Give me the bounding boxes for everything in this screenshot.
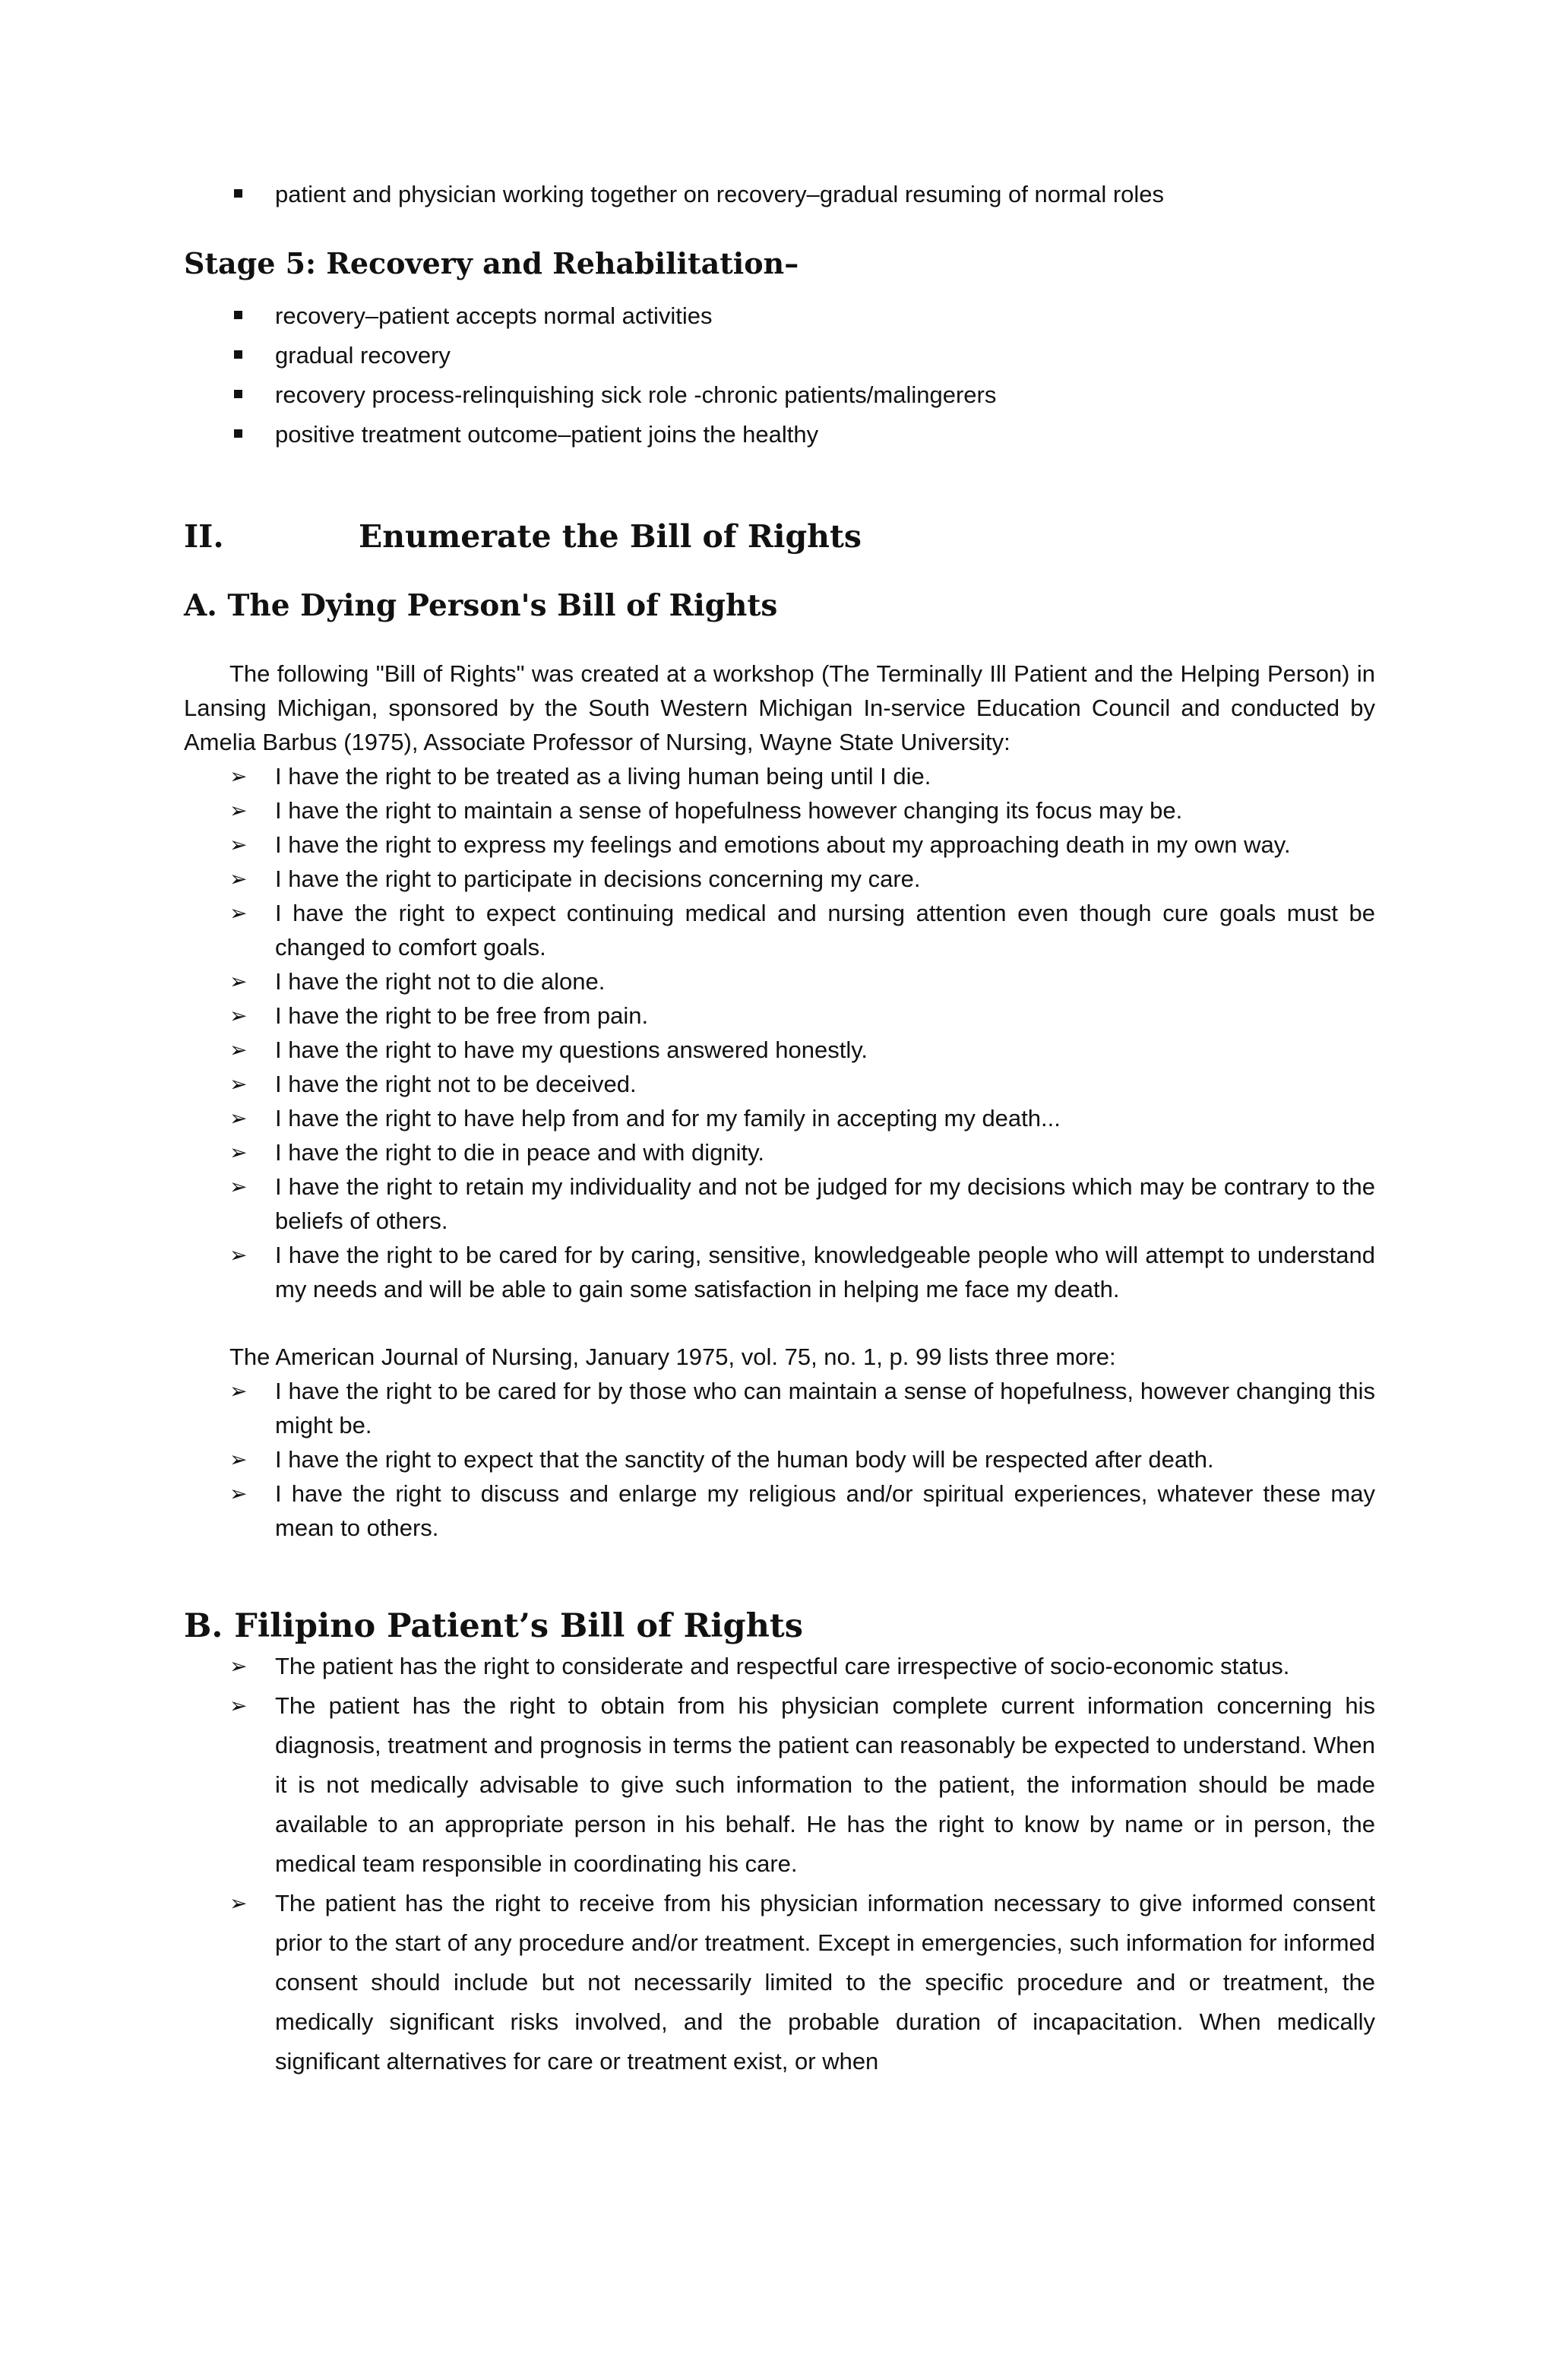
arrow-bullet-icon: ➢: [229, 1106, 248, 1131]
list-item: [184, 759, 1375, 793]
list-item-text: I have the right to be free from pain.: [275, 1002, 649, 1029]
square-bullet-icon: [234, 429, 242, 438]
list-item: [184, 964, 1375, 999]
arrow-bullet-icon: ➢: [229, 832, 248, 857]
list-item-text: I have the right not to die alone.: [275, 968, 606, 995]
list-item: [184, 896, 1375, 964]
list-item: [184, 1374, 1375, 1442]
list-item: [184, 1169, 1375, 1238]
list-item-text: I have the right to discuss and enlarge my religious and/or spiritual experiences, whatever these may mean to others.: [275, 1480, 1375, 1541]
list-item: [184, 296, 1375, 336]
list-item: [184, 999, 1375, 1033]
list-item-text: gradual recovery: [275, 342, 451, 369]
list-item: [184, 1238, 1375, 1306]
arrow-bullet-icon: ➢: [229, 1447, 248, 1472]
list-item: [184, 375, 1375, 415]
arrow-bullet-icon: ➢: [229, 1378, 248, 1404]
arrow-bullet-icon: ➢: [229, 969, 248, 994]
list-item: [184, 336, 1375, 375]
filipino-rights-list: [184, 1647, 1375, 2081]
list-item: [184, 793, 1375, 828]
list-item-text: I have the right to be cared for by those who can maintain a sense of hopefulness, however changing this might be.: [275, 1378, 1375, 1438]
list-item: [184, 1067, 1375, 1101]
square-bullet-icon: [234, 189, 242, 198]
list-item-text: I have the right not to be deceived.: [275, 1071, 637, 1097]
list-item-text: The patient has the right to receive from his physician information necessary to give informed consent prior to the start of any procedure and/or treatment. Except in emergencies, such information for informed consent should include but not necessarily limited to the specific procedure and or treatment, the medically significant risks involved, and the probable duration of incapacitation. When medically significant alternatives for care or treatment exist, or when: [275, 1890, 1375, 2075]
list-item-text: I have the right to have help from and for my family in accepting my death...: [275, 1105, 1061, 1131]
list-item-text: The patient has the right to obtain from his physician complete current information concerning his diagnosis, treatment and prognosis in terms the patient can reasonably be expected to understand. When it is not medically advisable to give such information to the patient, the information should be made available to an appropriate person in his behalf. He has the right to know by name or in person, the medical team responsible in coordinating his care.: [275, 1692, 1375, 1877]
stage5-list: [184, 296, 1375, 454]
arrow-bullet-icon: ➢: [229, 1693, 248, 1718]
document-page: [184, 175, 1375, 2081]
arrow-bullet-icon: ➢: [229, 866, 248, 891]
list-item-text: I have the right to maintain a sense of hopefulness however changing its focus may be.: [275, 797, 1183, 824]
list-item: [184, 1442, 1375, 1476]
section-number: II.: [184, 518, 224, 555]
arrow-bullet-icon: ➢: [229, 1071, 248, 1097]
arrow-bullet-icon: ➢: [229, 764, 248, 789]
list-item: [184, 828, 1375, 862]
list-item-text: The patient has the right to considerate and respectful care irrespective of socio-economic status.: [275, 1653, 1290, 1679]
list-item-text: recovery process-relinquishing sick role -chronic patients/malingerers: [275, 381, 997, 408]
list-item: [184, 1476, 1375, 1545]
section-title: Enumerate the Bill of Rights: [359, 518, 862, 555]
arrow-bullet-icon: ➢: [229, 1242, 248, 1268]
list-item: [184, 175, 1375, 214]
list-item-text: I have the right to have my questions answered honestly.: [275, 1037, 868, 1063]
dying-rights-list: [184, 759, 1375, 1306]
list-item: [184, 1135, 1375, 1169]
top-bullet-list: [184, 175, 1375, 214]
list-item-text: I have the right to die in peace and with dignity.: [275, 1139, 764, 1166]
dying-heading: A. The Dying Person's Bill of Rights: [184, 588, 778, 623]
list-item-text: I have the right to participate in decisions concerning my care.: [275, 866, 921, 892]
filipino-heading: B. Filipino Patient’s Bill of Rights: [184, 1607, 803, 1645]
list-item-text: I have the right to express my feelings and emotions about my approaching death in my own way.: [275, 831, 1291, 858]
list-item-text: I have the right to expect that the sanctity of the human body will be respected after death.: [275, 1446, 1214, 1473]
list-item: [184, 1686, 1375, 1884]
section-heading: [184, 515, 1375, 558]
list-item: [184, 1101, 1375, 1135]
stage5-heading: Stage 5: Recovery and Rehabilitation–: [184, 246, 799, 280]
list-item: [184, 1033, 1375, 1067]
list-item: [184, 1884, 1375, 2081]
list-item-text: I have the right to expect continuing medical and nursing attention even though cure goals must be changed to comfort goals.: [275, 900, 1375, 961]
list-item-text: I have the right to be cared for by caring, sensitive, knowledgeable people who will attempt to understand my needs and will be able to gain some satisfaction in helping me face my death.: [275, 1242, 1375, 1302]
dying-intro-paragraph: The following "Bill of Rights" was created at a workshop (The Terminally Ill Patient and the Helping Person) in Lansing Michigan, sponsored by the South Western Michigan In-service Education Council and conducted by Amelia Barbus (1975), Associate Professor of Nursing, Wayne State University:: [184, 660, 1375, 755]
arrow-bullet-icon: ➢: [229, 1037, 248, 1062]
list-item: [184, 862, 1375, 896]
list-item-text: patient and physician working together on recovery–gradual resuming of normal roles: [275, 181, 1165, 207]
ajn-note: The American Journal of Nursing, January 1975, vol. 75, no. 1, p. 99 lists three more:: [229, 1343, 1116, 1370]
list-item-text: recovery–patient accepts normal activities: [275, 302, 713, 329]
list-item-text: I have the right to be treated as a living human being until I die.: [275, 763, 931, 790]
list-item-text: I have the right to retain my individuality and not be judged for my decisions which may be contrary to the beliefs of others.: [275, 1173, 1375, 1234]
list-item-text: positive treatment outcome–patient joins the healthy: [275, 421, 819, 448]
arrow-bullet-icon: ➢: [229, 1654, 248, 1679]
arrow-bullet-icon: ➢: [229, 1891, 248, 1916]
more-rights-list: [184, 1374, 1375, 1545]
arrow-bullet-icon: ➢: [229, 1174, 248, 1199]
list-item: [184, 1647, 1375, 1686]
arrow-bullet-icon: ➢: [229, 1481, 248, 1506]
arrow-bullet-icon: ➢: [229, 1003, 248, 1028]
list-item: [184, 415, 1375, 454]
square-bullet-icon: [234, 350, 242, 359]
square-bullet-icon: [234, 311, 242, 319]
square-bullet-icon: [234, 390, 242, 398]
arrow-bullet-icon: ➢: [229, 798, 248, 823]
arrow-bullet-icon: ➢: [229, 900, 248, 926]
arrow-bullet-icon: ➢: [229, 1140, 248, 1165]
